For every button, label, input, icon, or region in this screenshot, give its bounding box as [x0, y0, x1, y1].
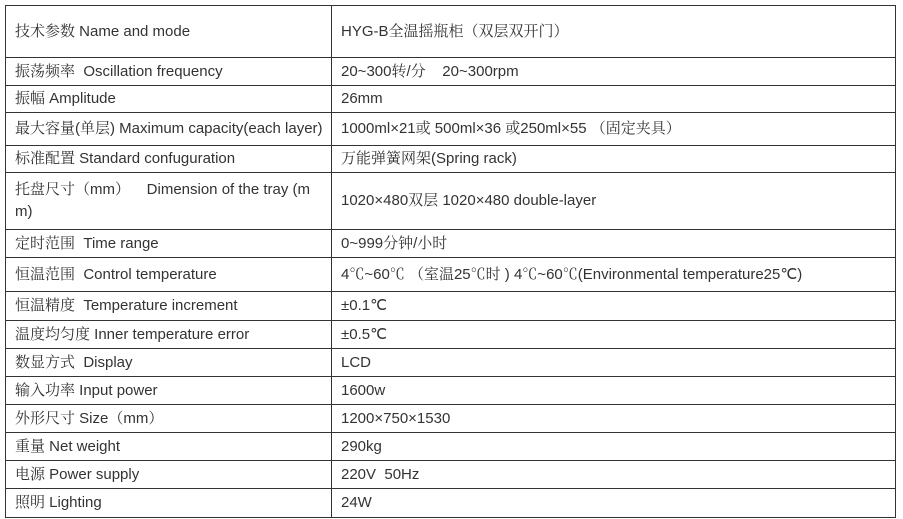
table-row-name-mode — [6, 6, 896, 58]
table-row-inner-temperature-error — [6, 321, 896, 349]
spec-value: 26mm — [332, 86, 896, 113]
spec-table-container — [5, 5, 896, 518]
spec-value: 1000ml×21或 500ml×36 或250ml×55 （固定夹具） — [332, 113, 896, 146]
spec-value: LCD — [332, 349, 896, 377]
spec-value: 1600w — [332, 377, 896, 405]
table-row-maximum-capacity — [6, 113, 896, 146]
spec-value: 290kg — [332, 433, 896, 461]
spec-value: 0~999分钟/小时 — [332, 230, 896, 258]
spec-label: 重量 Net weight — [6, 433, 332, 461]
table-row-input-power — [6, 377, 896, 405]
spec-label: 最大容量(单层) Maximum capacity(each layer) — [6, 113, 332, 146]
table-row-lighting — [6, 489, 896, 518]
spec-value: 220V 50Hz — [332, 461, 896, 489]
table-row-time-range — [6, 230, 896, 258]
spec-label: 恒温范围 Control temperature — [6, 258, 332, 292]
spec-value: 20~300转/分 20~300rpm — [332, 58, 896, 86]
table-row-power-supply — [6, 461, 896, 489]
table-row-oscillation-frequency — [6, 58, 896, 86]
spec-label: 标准配置 Standard confuguration — [6, 146, 332, 173]
spec-label: 技术参数 Name and mode — [6, 6, 332, 58]
table-row-tray-dimension — [6, 173, 896, 230]
table-row-amplitude — [6, 86, 896, 113]
spec-value: 1020×480双层 1020×480 double-layer — [332, 173, 896, 230]
spec-label: 恒温精度 Temperature increment — [6, 292, 332, 321]
spec-value: ±0.5℃ — [332, 321, 896, 349]
spec-label: 外形尺寸 Size（mm） — [6, 405, 332, 433]
spec-value: HYG-B全温摇瓶柜（双层双开门） — [332, 6, 896, 58]
table-row-control-temperature — [6, 258, 896, 292]
spec-value: 24W — [332, 489, 896, 518]
spec-label: 托盘尺寸（mm） Dimension of the tray (mm) — [6, 173, 332, 230]
table-row-net-weight — [6, 433, 896, 461]
table-row-standard-configuration — [6, 146, 896, 173]
spec-label: 电源 Power supply — [6, 461, 332, 489]
spec-label: 输入功率 Input power — [6, 377, 332, 405]
spec-label: 振荡频率 Oscillation frequency — [6, 58, 332, 86]
spec-value: 4℃~60℃ （室温25℃时 ) 4℃~60℃(Environmental temperature25℃) — [332, 258, 896, 292]
spec-label: 数显方式 Display — [6, 349, 332, 377]
spec-label: 振幅 Amplitude — [6, 86, 332, 113]
spec-value: ±0.1℃ — [332, 292, 896, 321]
spec-value: 1200×750×1530 — [332, 405, 896, 433]
spec-label: 照明 Lighting — [6, 489, 332, 518]
table-row-display — [6, 349, 896, 377]
spec-value: 万能弹簧网架(Spring rack) — [332, 146, 896, 173]
spec-table — [5, 5, 896, 518]
table-row-size — [6, 405, 896, 433]
table-row-temperature-increment — [6, 292, 896, 321]
spec-label: 定时范围 Time range — [6, 230, 332, 258]
spec-label: 温度均匀度 Inner temperature error — [6, 321, 332, 349]
